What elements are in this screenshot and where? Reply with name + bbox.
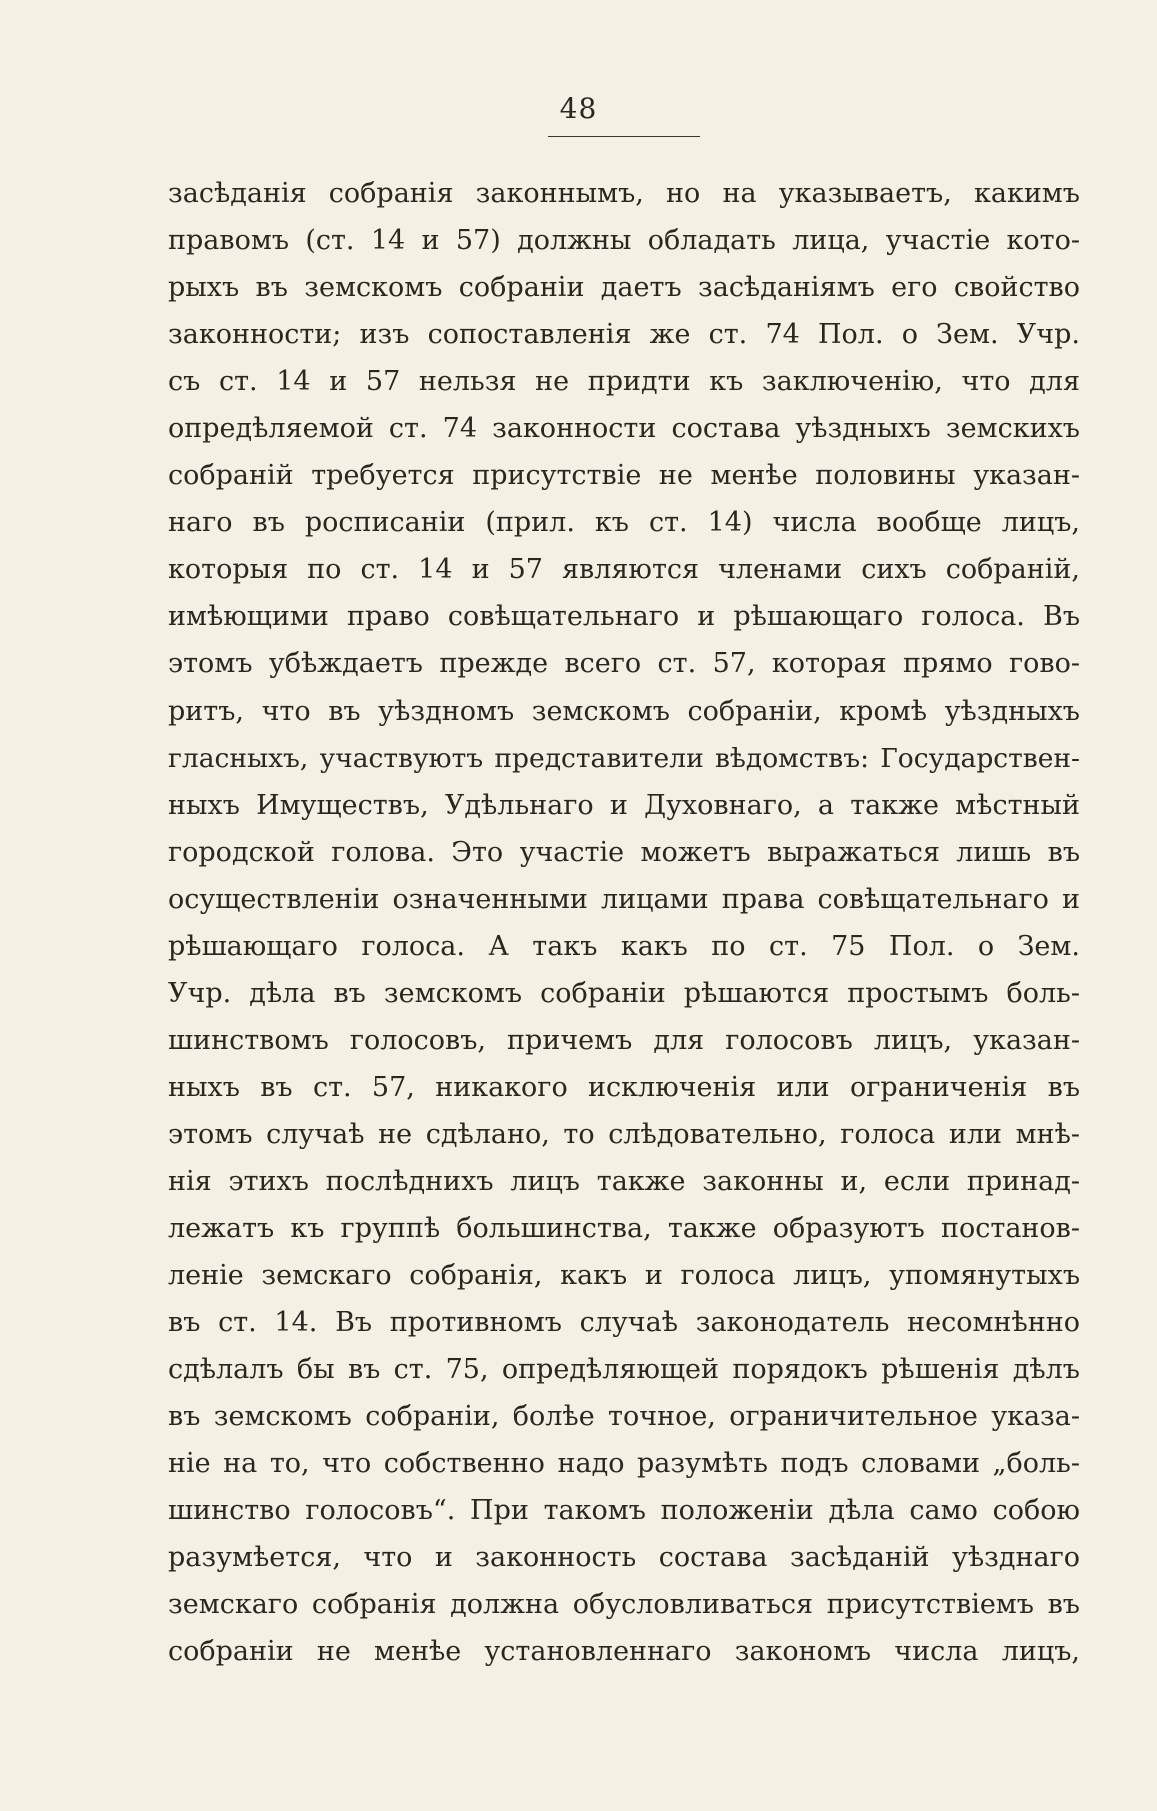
text-line: разумѣется, что и законность состава засѣданій уѣзднаго xyxy=(168,1542,1080,1574)
page-number: 48 xyxy=(559,92,598,125)
text-line: осуществленіи означенными лицами права совѣщательнаго и xyxy=(168,883,1080,915)
text-line: съ ст. 14 и 57 нельзя не придти къ заключенію, что для xyxy=(168,366,1080,398)
text-line: рѣшающаго голоса. А такъ какъ по ст. 75 Пол. о Зем. xyxy=(168,930,1080,962)
text-line: опредѣляемой ст. 74 законности состава уѣздныхъ земскихъ xyxy=(168,413,1080,445)
text-line: законности; изъ сопоставленія же ст. 74 Пол. о Зем. Учр. xyxy=(168,319,1080,351)
text-line: городской голова. Это участіе можетъ выражаться лишь въ xyxy=(168,836,1080,868)
text-line: шинство голосовъ“. При такомъ положеніи дѣла само собою xyxy=(168,1495,1080,1527)
text-line: ныхъ въ ст. 57, никакого исключенія или ограниченія въ xyxy=(168,1071,1080,1103)
text-line: земскаго собранія должна обусловливаться присутствіемъ въ xyxy=(168,1589,1080,1621)
text-line: сдѣлалъ бы въ ст. 75, опредѣляющей порядокъ рѣшенія дѣлъ xyxy=(168,1354,1080,1386)
text-line: этомъ убѣждаетъ прежде всего ст. 57, которая прямо гово- xyxy=(168,648,1080,680)
text-line: собраній требуется присутствіе не менѣе половины указан- xyxy=(168,460,1080,492)
text-line: рыхъ въ земскомъ собраніи даетъ засѣданіямъ его свойство xyxy=(168,272,1080,304)
text-line: наго въ росписаніи (прил. къ ст. 14) числа вообще лицъ, xyxy=(168,507,1080,539)
text-line: собраніи не менѣе установленнаго закономъ числа лицъ, xyxy=(168,1636,1080,1668)
text-line: правомъ (ст. 14 и 57) должны обладать лица, участіе кото- xyxy=(168,225,1080,257)
text-line: ритъ, что въ уѣздномъ земскомъ собраніи, кромѣ уѣздныхъ xyxy=(168,695,1080,727)
text-line: леніе земскаго собранія, какъ и голоса лицъ, упомянутыхъ xyxy=(168,1260,1080,1292)
text-line: ніе на то, что собственно надо разумѣть подъ словами „боль- xyxy=(168,1448,1080,1480)
text-line: шинствомъ голосовъ, причемъ для голосовъ лицъ, указан- xyxy=(168,1024,1080,1056)
text-line: нія этихъ послѣднихъ лицъ также законны и, если принад- xyxy=(168,1165,1080,1197)
text-line: Учр. дѣла въ земскомъ собраніи рѣшаются простымъ боль- xyxy=(168,977,1080,1009)
text-line: гласныхъ, участвуютъ представители вѣдомствъ: Государствен- xyxy=(168,742,1080,774)
text-line: ныхъ Имуществъ, Удѣльнаго и Духовнаго, а также мѣстный xyxy=(168,789,1080,821)
body-text xyxy=(168,170,1080,1676)
text-line: засѣданія собранія законнымъ, но на указываетъ, какимъ xyxy=(168,178,1080,209)
text-line: въ ст. 14. Въ противномъ случаѣ законодатель несомнѣнно xyxy=(168,1307,1080,1339)
page-number-rule xyxy=(548,136,700,137)
text-line: этомъ случаѣ не сдѣлано, то слѣдовательно, голоса или мнѣ- xyxy=(168,1118,1080,1150)
text-line: имѣющими право совѣщательнаго и рѣшающаго голоса. Въ xyxy=(168,601,1080,633)
text-line: лежатъ къ группѣ большинства, также образуютъ постанов- xyxy=(168,1213,1080,1245)
text-line: въ земскомъ собраніи, болѣе точное, ограничительное указа- xyxy=(168,1401,1080,1433)
text-line: которыя по ст. 14 и 57 являются членами сихъ собраній, xyxy=(168,554,1080,586)
